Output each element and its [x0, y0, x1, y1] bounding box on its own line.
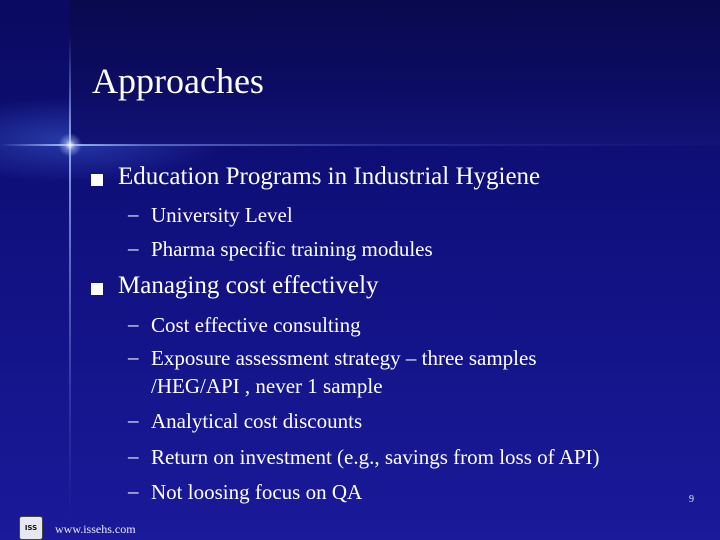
sub-bullet-dash: –: [128, 236, 139, 260]
sub-bullet-dash: –: [128, 408, 139, 432]
sub-bullet-dash: –: [128, 444, 139, 468]
sparkle-accent: [58, 133, 82, 157]
sub-bullet-text: Not loosing focus on QA: [151, 480, 363, 504]
sub-bullet-dash: –: [128, 479, 139, 503]
bullet-text: Managing cost effectively: [118, 272, 379, 299]
vertical-accent-line: [69, 35, 71, 515]
sub-bullet-dash: –: [128, 312, 139, 336]
sub-bullet-dash: –: [128, 345, 139, 369]
sub-bullet-text-continued: /HEG/API , never 1 sample: [151, 374, 383, 398]
sub-bullet-text: Exposure assessment strategy – three samples: [151, 346, 537, 370]
sub-bullet-dash: –: [128, 202, 139, 226]
bullet-square-icon: [91, 174, 103, 186]
sub-bullet-text: Return on investment (e.g., savings from loss of API): [151, 445, 600, 469]
iss-logo-icon: ISS: [19, 516, 43, 540]
sub-bullet-text: Pharma specific training modules: [151, 237, 433, 261]
sub-bullet-text: University Level: [151, 203, 293, 227]
page-number: 9: [689, 494, 694, 505]
sub-bullet-text: Cost effective consulting: [151, 313, 361, 337]
bullet-text: Education Programs in Industrial Hygiene: [118, 163, 541, 190]
horizontal-accent-line: [0, 144, 720, 146]
bullet-square-icon: [91, 283, 103, 295]
footer-url[interactable]: www.issehs.com: [55, 522, 136, 536]
slide-title: Approaches: [92, 61, 264, 101]
sub-bullet-text: Analytical cost discounts: [151, 409, 363, 433]
